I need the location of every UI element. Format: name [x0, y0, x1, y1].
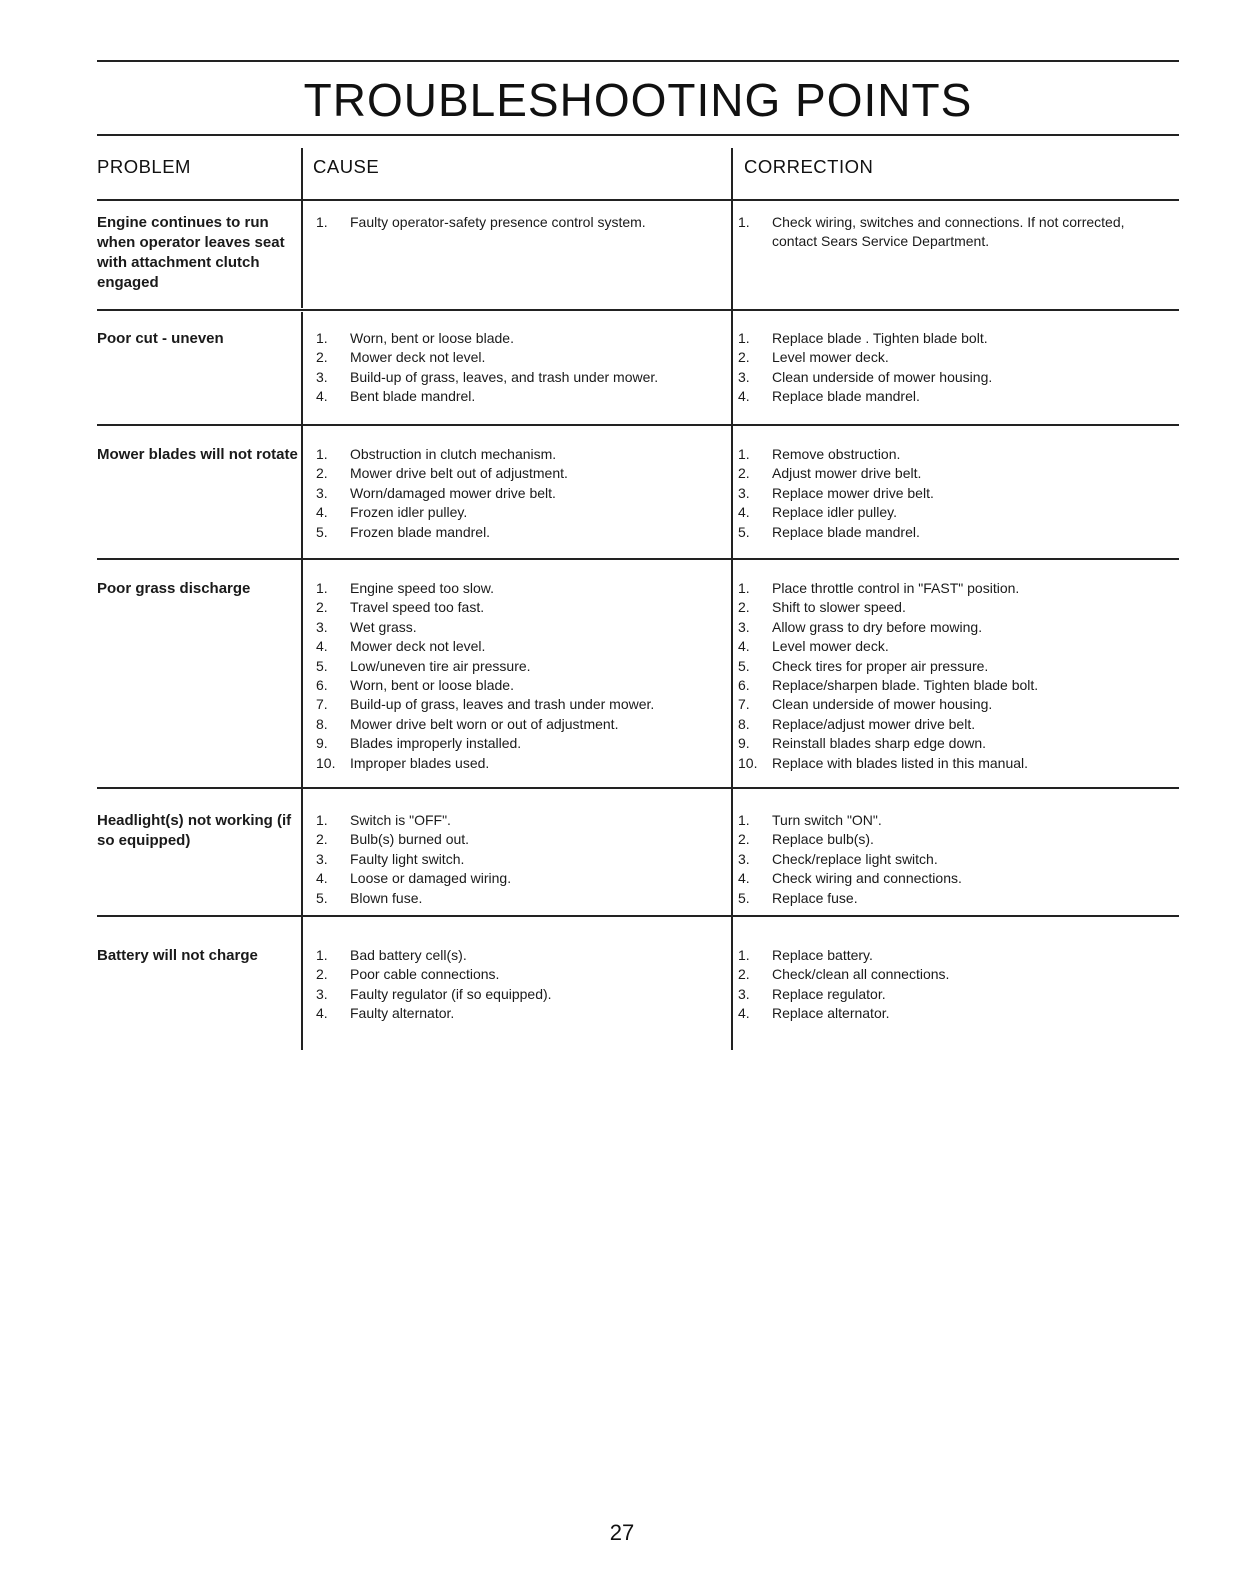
list-item: 2. Replace bulb(s).: [738, 831, 874, 848]
list-item: 4. Replace blade mandrel.: [738, 388, 920, 405]
cause-list: [316, 329, 726, 407]
list-item: 2. Bulb(s) burned out.: [316, 831, 470, 848]
list-item: 1. Check wiring, switches and connections. If not corrected, contact Sears Service Department.: [738, 214, 1125, 250]
problem-engine-runs: Engine continues to run when operator leaves seat with attachment clutch engaged: [97, 214, 285, 291]
list-item: 2. Mower drive belt out of adjustment.: [316, 465, 568, 482]
list-item: 2. Poor cable connections.: [316, 966, 500, 983]
row-divider: [97, 424, 1179, 426]
title-rule: [97, 134, 1179, 136]
correction-list: [738, 445, 1158, 542]
correction-list: [738, 579, 1158, 773]
list-item: 1. Bad battery cell(s).: [316, 947, 467, 963]
list-item: 5. Check tires for proper air pressure.: [738, 657, 989, 674]
list-item: 8. Mower drive belt worn or out of adjustment.: [316, 715, 619, 732]
list-item: 4. Level mower deck.: [738, 638, 889, 655]
list-item: 3. Clean underside of mower housing.: [738, 368, 993, 385]
list-item: 1. Switch is "OFF".: [316, 812, 451, 828]
list-item: 3. Worn/damaged mower drive belt.: [316, 484, 556, 501]
list-item: 2. Adjust mower drive belt.: [738, 465, 922, 482]
list-item: 4. Frozen idler pulley.: [316, 504, 468, 521]
list-item: 4. Bent blade mandrel.: [316, 388, 476, 405]
list-item: 4. Replace idler pulley.: [738, 504, 898, 521]
list-item: 5. Blown fuse.: [316, 889, 423, 906]
list-item: 1. Remove obstruction.: [738, 446, 901, 462]
list-item: 5. Replace fuse.: [738, 889, 858, 906]
list-item: 3. Faulty light switch.: [316, 850, 465, 867]
list-item: 3. Faulty regulator (if so equipped).: [316, 985, 552, 1002]
list-item: 1. Replace blade . Tighten blade bolt.: [738, 330, 988, 346]
cause-list: [316, 213, 716, 232]
header-rule: [97, 199, 1179, 201]
list-item: 5. Low/uneven tire air pressure.: [316, 657, 531, 674]
problem-poor-cut: Poor cut - uneven: [97, 330, 224, 347]
list-item: 1. Worn, bent or loose blade.: [316, 330, 514, 346]
correction-list: [738, 329, 1158, 407]
list-item: 9. Reinstall blades sharp edge down.: [738, 735, 987, 752]
cause-list: [316, 579, 726, 773]
list-item: 3. Build-up of grass, leaves, and trash under mower.: [316, 368, 659, 385]
list-item: 4. Faulty alternator.: [316, 1005, 455, 1022]
list-item: 1. Engine speed too slow.: [316, 580, 494, 596]
correction-list: [738, 811, 1158, 908]
list-item: 1. Place throttle control in "FAST" position.: [738, 580, 1020, 596]
problem-blades-not-rotate: Mower blades will not rotate: [97, 446, 298, 463]
list-item: 3. Wet grass.: [316, 618, 417, 635]
problem-battery: Battery will not charge: [97, 947, 258, 964]
list-item: 1. Replace battery.: [738, 947, 873, 963]
list-item: 6. Replace/sharpen blade. Tighten blade bolt.: [738, 677, 1039, 694]
list-item: 3. Replace mower drive belt.: [738, 484, 934, 501]
list-item: 4. Mower deck not level.: [316, 638, 486, 655]
list-item: 3. Check/replace light switch.: [738, 850, 938, 867]
correction-list: [738, 213, 1138, 252]
list-item: 7. Build-up of grass, leaves and trash under mower.: [316, 696, 655, 713]
problem-poor-discharge: Poor grass discharge: [97, 580, 251, 597]
list-item: 3. Replace regulator.: [738, 985, 886, 1002]
list-item: 2. Level mower deck.: [738, 349, 889, 366]
list-item: 2. Mower deck not level.: [316, 349, 486, 366]
header-correction: CORRECTION: [744, 156, 874, 177]
header-problem: PROBLEM: [97, 156, 191, 177]
list-item: 7. Clean underside of mower housing.: [738, 696, 993, 713]
page-number: 27: [609, 1520, 635, 1545]
row-divider: [97, 309, 1179, 311]
list-item: 1. Turn switch "ON".: [738, 812, 882, 828]
page-title: TROUBLESHOOTING POINTS: [303, 74, 973, 126]
header-cause: CAUSE: [313, 156, 380, 177]
list-item: 1. Obstruction in clutch mechanism.: [316, 446, 557, 462]
list-item: 5. Frozen blade mandrel.: [316, 523, 491, 540]
list-item: 5. Replace blade mandrel.: [738, 523, 920, 540]
list-item: 4. Loose or damaged wiring.: [316, 870, 512, 887]
list-item: 4. Check wiring and connections.: [738, 870, 962, 887]
list-item: 1. Faulty operator-safety presence control system.: [316, 214, 646, 230]
list-item: 3. Allow grass to dry before mowing.: [738, 618, 983, 635]
list-item: 10. Improper blades used.: [316, 754, 490, 771]
list-item: 10. Replace with blades listed in this manual.: [738, 754, 1029, 771]
cause-list: [316, 946, 726, 1024]
column-divider: [301, 312, 303, 1050]
row-divider: [97, 558, 1179, 560]
list-item: 2. Shift to slower speed.: [738, 599, 906, 616]
list-item: 2. Check/clean all connections.: [738, 966, 950, 983]
row-divider: [97, 787, 1179, 789]
list-item: 6. Worn, bent or loose blade.: [316, 677, 514, 694]
list-item: 2. Travel speed too fast.: [316, 599, 485, 616]
cause-list: [316, 811, 726, 908]
correction-list: [738, 946, 1158, 1024]
list-item: 4. Replace alternator.: [738, 1005, 890, 1022]
list-item: 9. Blades improperly installed.: [316, 735, 522, 752]
cause-list: [316, 445, 726, 542]
list-item: 8. Replace/adjust mower drive belt.: [738, 715, 976, 732]
row-divider: [97, 915, 1179, 917]
problem-headlights: Headlight(s) not working (if so equipped): [97, 812, 292, 849]
top-rule: [97, 60, 1179, 62]
